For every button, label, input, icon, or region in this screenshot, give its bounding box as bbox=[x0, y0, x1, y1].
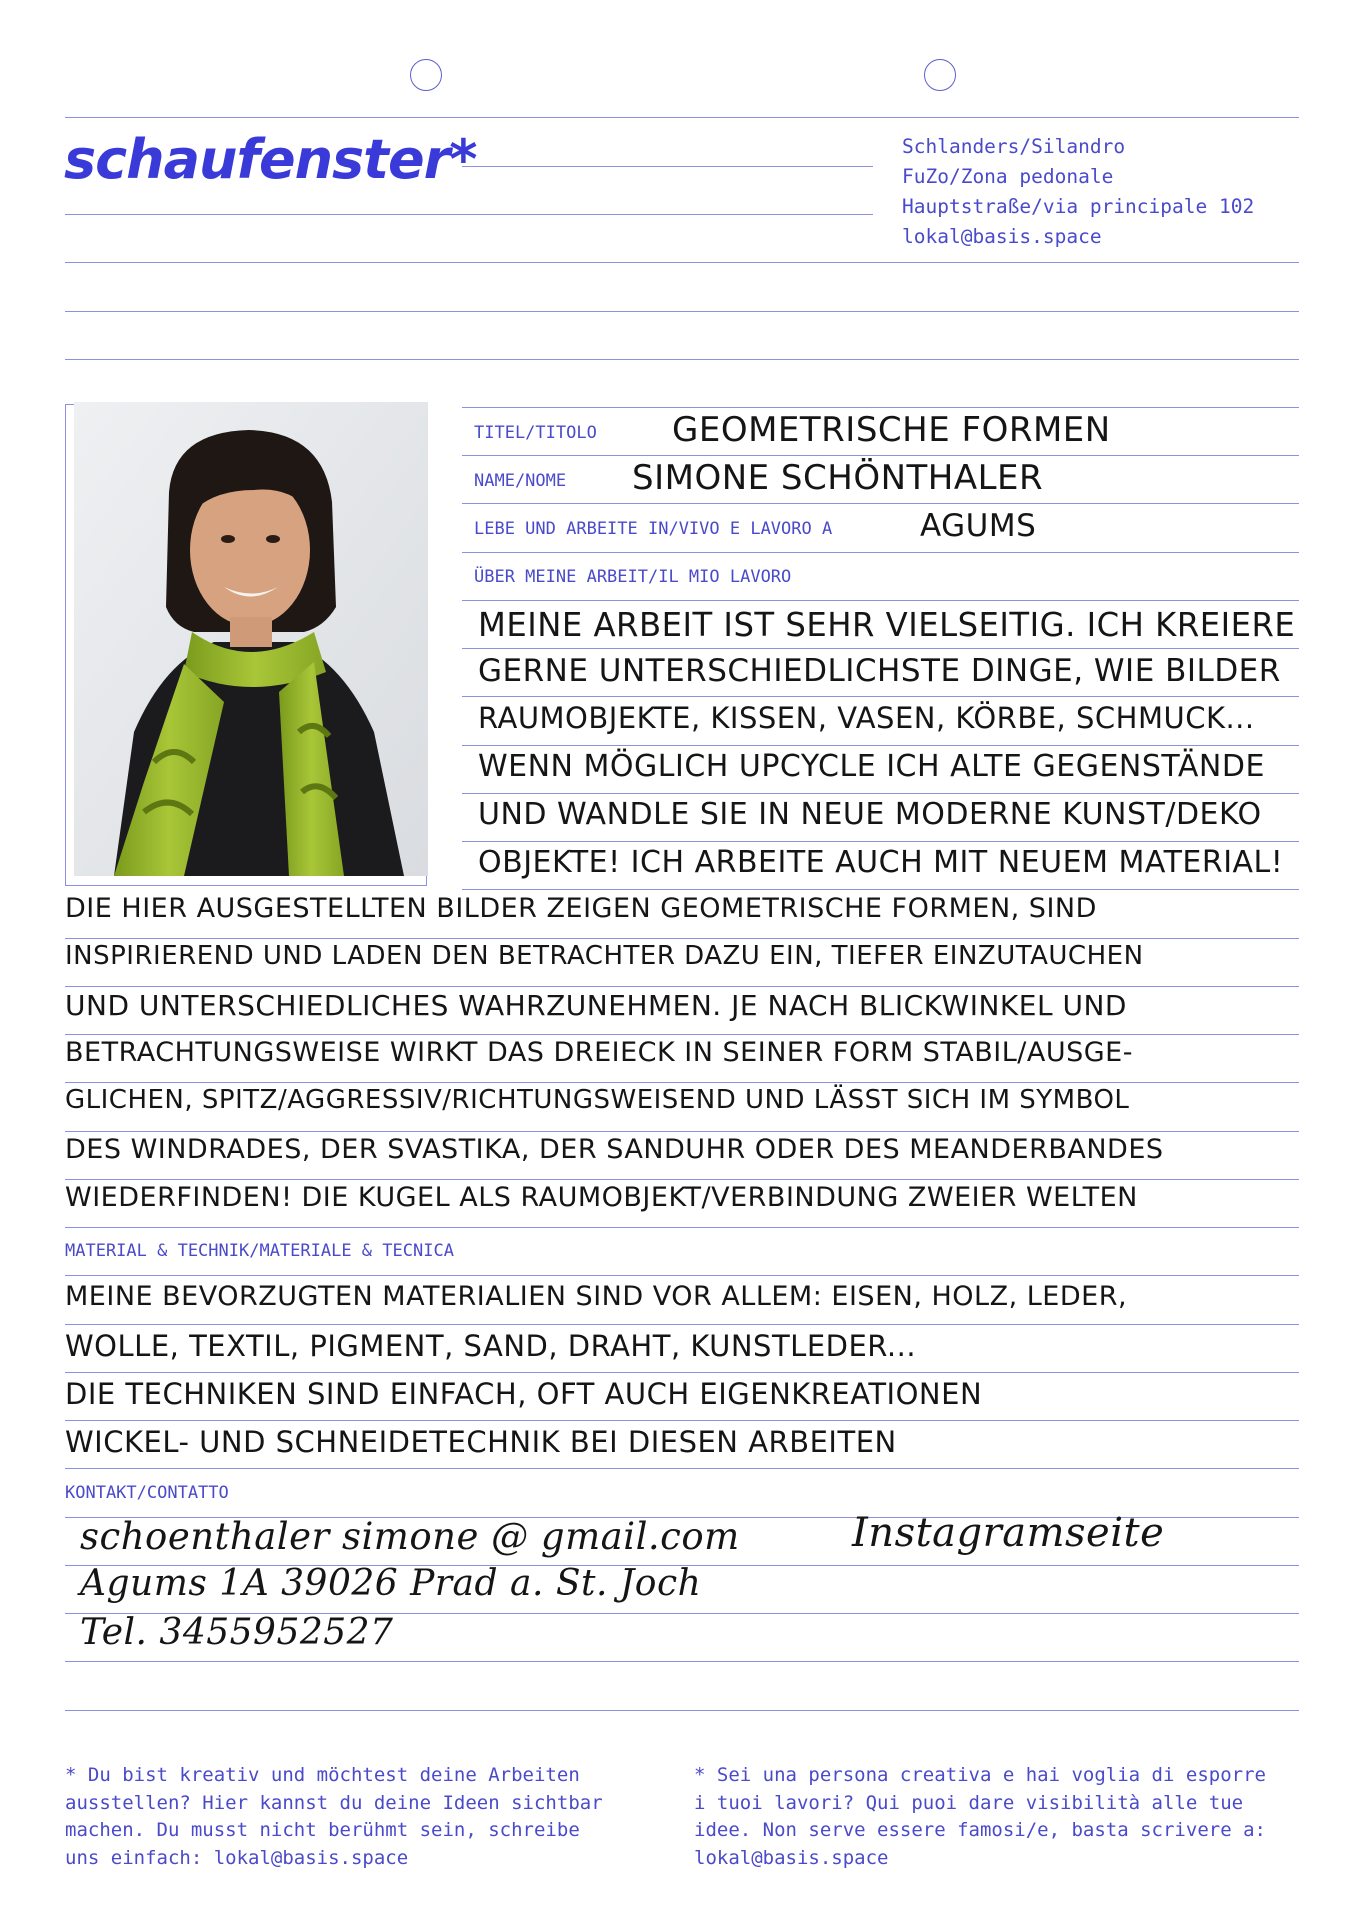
about-line: GLICHEN, SPITZ/AGGRESSIV/RICHTUNGSWEISEND UND LÄSST SICH IM SYMBOL bbox=[65, 1085, 1130, 1115]
rule-line bbox=[462, 648, 1299, 649]
footer-line: * Sei una persona creativa e hai voglia di esporre bbox=[694, 1764, 1266, 1786]
rule-line bbox=[462, 696, 1299, 697]
location-value: AGUMS bbox=[920, 508, 1037, 544]
rule-line bbox=[65, 1227, 1299, 1228]
rule-line bbox=[65, 986, 1299, 987]
artist-portrait-photo bbox=[74, 402, 428, 876]
about-line: DIE HIER AUSGESTELLTEN BILDER ZEIGEN GEOMETRISCHE FORMEN, SIND bbox=[65, 893, 1097, 924]
address-line: Hauptstraße/via principale 102 bbox=[902, 195, 1255, 218]
rule-line bbox=[65, 311, 1299, 312]
rule-line bbox=[462, 407, 1299, 408]
punch-hole-left bbox=[410, 59, 442, 91]
rule-line bbox=[462, 793, 1299, 794]
about-label: ÜBER MEINE ARBEIT/IL MIO LAVORO bbox=[474, 567, 792, 587]
rule-line bbox=[65, 1468, 1299, 1469]
address-line: Schlanders/Silandro bbox=[902, 135, 1126, 158]
rule-line bbox=[65, 262, 1299, 263]
footer-line: uns einfach: lokal@basis.space bbox=[65, 1846, 409, 1869]
venue-address bbox=[902, 132, 1254, 252]
about-line: MEINE ARBEIT IST SEHR VIELSEITIG. ICH KREIERE bbox=[478, 605, 1296, 644]
contact-phone: Tel. 3455952527 bbox=[80, 1612, 394, 1653]
rule-line bbox=[65, 1324, 1299, 1325]
about-line: INSPIRIEREND UND LADEN DEN BETRACHTER DAZU EIN, TIEFER EINZUTAUCHEN bbox=[65, 941, 1144, 971]
punch-hole-right bbox=[924, 59, 956, 91]
material-line: DIE TECHNIKEN SIND EINFACH, OFT AUCH EIGENKREATIONEN bbox=[65, 1377, 983, 1411]
name-label: NAME/NOME bbox=[474, 471, 567, 491]
location-label: LEBE UND ARBEITE IN/VIVO E LAVORO A bbox=[474, 519, 833, 539]
schaufenster-logo: schaufenster* bbox=[64, 128, 477, 191]
about-line: UND WANDLE SIE IN NEUE MODERNE KUNST/DEKO bbox=[478, 797, 1262, 832]
rule-line bbox=[462, 166, 873, 167]
about-line: OBJEKTE! ICH ARBEITE AUCH MIT NEUEM MATERIAL! bbox=[478, 845, 1284, 880]
footer-line: machen. Du musst nicht berühmt sein, schreibe bbox=[65, 1819, 580, 1841]
name-value: SIMONE SCHÖNTHALER bbox=[632, 458, 1044, 498]
rule-line bbox=[65, 359, 1299, 360]
about-line: WIEDERFINDEN! DIE KUGEL ALS RAUMOBJEKT/VERBINDUNG ZWEIER WELTEN bbox=[65, 1182, 1138, 1213]
material-label: MATERIAL & TECHNIK/MATERIALE & TECNICA bbox=[65, 1241, 454, 1261]
rule-line bbox=[65, 1372, 1299, 1373]
rule-line bbox=[65, 1082, 1299, 1083]
rule-line bbox=[65, 117, 1299, 118]
footer-line: ausstellen? Hier kannst du deine Ideen sichtbar bbox=[65, 1791, 603, 1814]
rule-line bbox=[65, 214, 873, 215]
address-line: FuZo/Zona pedonale bbox=[902, 165, 1114, 188]
footer-line: lokal@basis.space bbox=[694, 1846, 889, 1869]
material-line: WOLLE, TEXTIL, PIGMENT, SAND, DRAHT, KUNSTLEDER... bbox=[65, 1329, 917, 1363]
rule-line bbox=[65, 1420, 1299, 1421]
rule-line bbox=[462, 745, 1299, 746]
footer-note-italian bbox=[694, 1762, 1294, 1872]
rule-line bbox=[462, 552, 1299, 553]
material-line: MEINE BEVORZUGTEN MATERIALIEN SIND VOR ALLEM: EISEN, HOLZ, LEDER, bbox=[65, 1281, 1128, 1312]
rule-line bbox=[462, 889, 1299, 890]
about-line: RAUMOBJEKTE, KISSEN, VASEN, KÖRBE, SCHMUCK... bbox=[478, 701, 1255, 735]
footer-line: idee. Non serve essere famosi/e, basta scrivere a: bbox=[694, 1819, 1266, 1841]
title-value: GEOMETRISCHE FORMEN bbox=[672, 410, 1111, 450]
rule-line bbox=[65, 1034, 1299, 1035]
rule-line bbox=[462, 455, 1299, 456]
rule-line bbox=[65, 1661, 1299, 1662]
rule-line bbox=[65, 1179, 1299, 1180]
about-line: WENN MÖGLICH UPCYCLE ICH ALTE GEGENSTÄNDE bbox=[478, 749, 1265, 784]
footer-line: * Du bist kreativ und möchtest deine Arbeiten bbox=[65, 1764, 580, 1786]
about-line: DES WINDRADES, DER SVASTIKA, DER SANDUHR ODER DES MEANDERBANDES bbox=[65, 1134, 1164, 1165]
about-line: UND UNTERSCHIEDLICHES WAHRZUNEHMEN. JE NACH BLICKWINKEL UND bbox=[65, 989, 1127, 1022]
footer-line: i tuoi lavori? Qui puoi dare visibilità alle tue bbox=[694, 1791, 1244, 1814]
rule-line bbox=[462, 600, 1299, 601]
rule-line bbox=[65, 1710, 1299, 1711]
about-line: BETRACHTUNGSWEISE WIRKT DAS DREIECK IN SEINER FORM STABIL/AUSGE- bbox=[65, 1037, 1133, 1068]
rule-line bbox=[462, 503, 1299, 504]
rule-line bbox=[462, 841, 1299, 842]
address-email: lokal@basis.space bbox=[902, 225, 1102, 248]
title-label: TITEL/TITOLO bbox=[474, 423, 597, 443]
rule-line bbox=[65, 1275, 1299, 1276]
rule-line bbox=[65, 938, 1299, 939]
footer-note-german bbox=[65, 1762, 665, 1872]
contact-email: schoenthaler simone @ gmail.com bbox=[80, 1515, 740, 1558]
contact-label: KONTAKT/CONTATTO bbox=[65, 1483, 229, 1503]
material-line: WICKEL- UND SCHNEIDETECHNIK BEI DIESEN ARBEITEN bbox=[65, 1425, 897, 1459]
about-line: GERNE UNTERSCHIEDLICHSTE DINGE, WIE BILDER bbox=[478, 653, 1281, 689]
contact-address: Agums 1A 39026 Prad a. St. Joch bbox=[80, 1563, 702, 1604]
rule-line bbox=[65, 1131, 1299, 1132]
contact-instagram: Instagramseite bbox=[852, 1510, 1165, 1556]
